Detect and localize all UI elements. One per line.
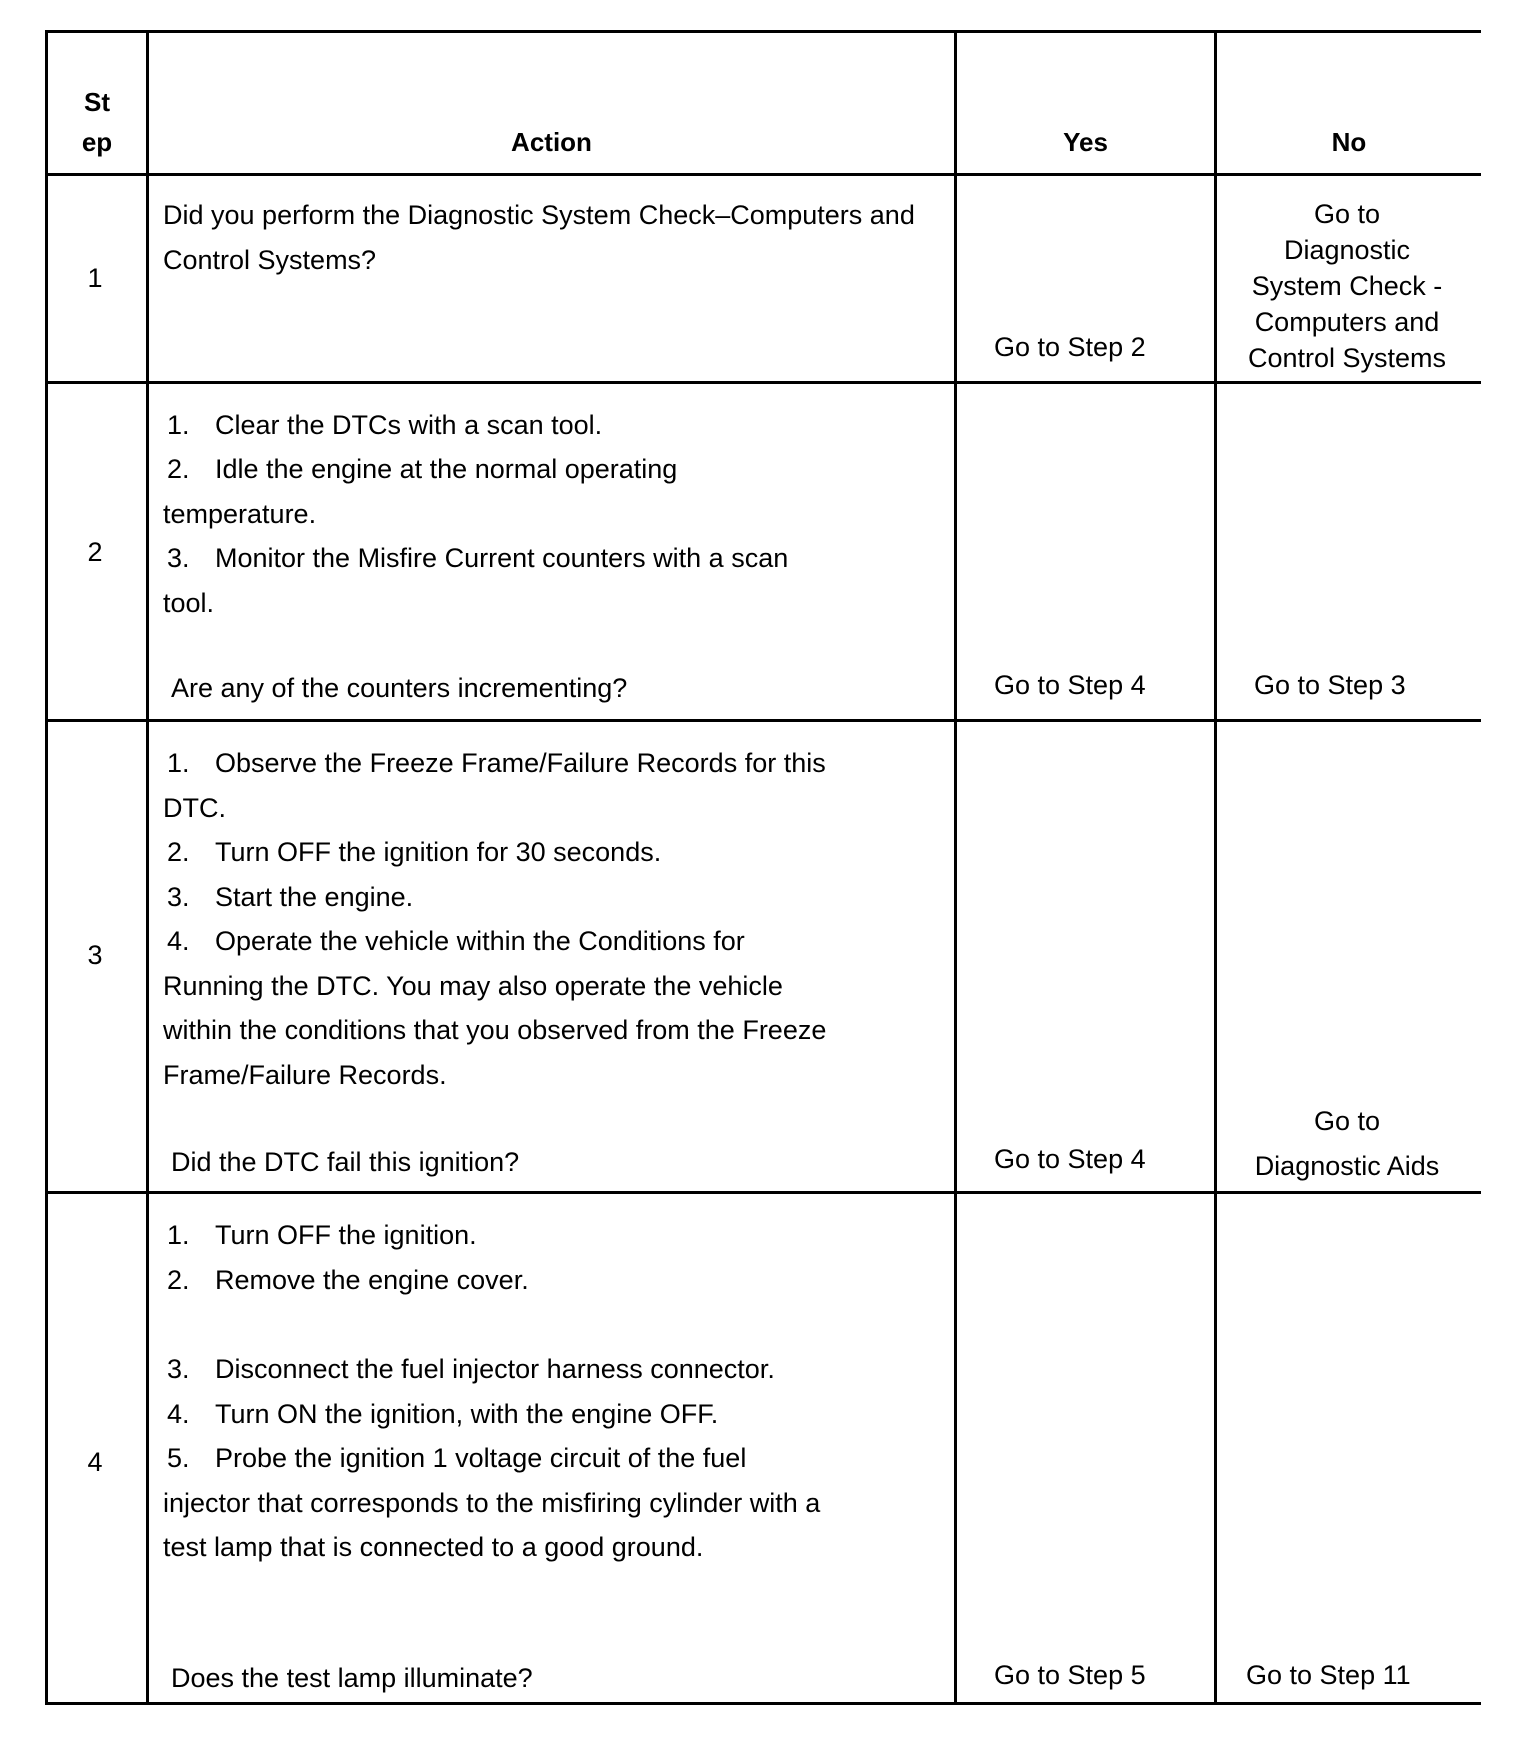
row1-step-number: 1 (87, 263, 103, 293)
column-divider-action (954, 30, 957, 1705)
diagnostic-table (45, 30, 1481, 1705)
row4-yes-link[interactable]: Go to Step 5 (994, 1660, 1146, 1690)
row4-no-link[interactable]: Go to Step 11 (1246, 1660, 1411, 1690)
row4-item-5-cont-2: test lamp that is connected to a good ground. (163, 1532, 704, 1562)
row4-item-4: 4. Turn ON the ignition, with the engine OFF. (167, 1399, 719, 1429)
row4-item-5-cont-1: injector that corresponds to the misfiring cylinder with a (163, 1488, 821, 1518)
row2-yes-link[interactable]: Go to Step 4 (994, 670, 1146, 700)
header-step (45, 82, 149, 162)
row3-item-4: 4. Operate the vehicle within the Conditions for (167, 926, 745, 956)
row2-item-1: 1. Clear the DTCs with a scan tool. (167, 410, 603, 440)
header-action: Action (511, 127, 592, 157)
row-divider-3 (45, 1191, 1481, 1194)
row2-item-2: 2. Idle the engine at the normal operating (167, 454, 678, 484)
row3-item-1: 1. Observe the Freeze Frame/Failure Records for this (167, 748, 826, 778)
row3-no-link[interactable] (1217, 1099, 1477, 1189)
row-divider-1 (45, 381, 1481, 384)
row4-step-number: 4 (87, 1447, 103, 1477)
row3-item-4-cont-3: Frame/Failure Records. (163, 1060, 447, 1090)
table-border-bottom (45, 1702, 1481, 1705)
header-step-line2: ep (81, 127, 113, 157)
row2-item-2-cont: temperature. (163, 499, 317, 529)
row1-no-line5: Control Systems (1247, 343, 1447, 373)
row4-item-3: 3. Disconnect the fuel injector harness connector. (167, 1354, 775, 1384)
row3-no-line1: Go to (1313, 1106, 1381, 1136)
row4-item-2: 2. Remove the engine cover. (167, 1265, 529, 1295)
table-border-top (45, 30, 1481, 33)
row3-item-1-cont: DTC. (163, 793, 226, 823)
row3-yes-link[interactable]: Go to Step 4 (994, 1144, 1146, 1174)
row1-no-link[interactable] (1217, 196, 1477, 376)
row4-question: Does the test lamp illuminate? (171, 1663, 533, 1693)
row1-action-line1: Did you perform the Diagnostic System Check–Computers and (163, 200, 915, 230)
row3-step-number: 3 (87, 940, 103, 970)
row1-no-line4: Computers and (1254, 307, 1440, 337)
row2-no-link[interactable]: Go to Step 3 (1254, 670, 1406, 700)
row-divider-header (45, 173, 1481, 176)
row3-item-2: 2. Turn OFF the ignition for 30 seconds. (167, 837, 662, 867)
row1-yes-link[interactable]: Go to Step 2 (994, 332, 1146, 362)
row3-item-4-cont-2: within the conditions that you observed from the Freeze (163, 1015, 827, 1045)
row1-action-line2: Control Systems? (163, 245, 377, 275)
row4-item-5: 5. Probe the ignition 1 voltage circuit of the fuel (167, 1443, 747, 1473)
row1-no-line3: System Check - (1251, 271, 1443, 301)
row2-question: Are any of the counters incrementing? (171, 673, 628, 703)
row3-question: Did the DTC fail this ignition? (171, 1147, 520, 1177)
row4-item-1: 1. Turn OFF the ignition. (167, 1220, 477, 1250)
row-divider-2 (45, 719, 1481, 722)
header-yes: Yes (1063, 127, 1108, 157)
column-divider-step (146, 30, 149, 1705)
row3-item-4-cont-1: Running the DTC. You may also operate the vehicle (163, 971, 783, 1001)
row1-no-line2: Diagnostic (1283, 235, 1411, 265)
header-no: No (1331, 127, 1367, 157)
row3-no-line2: Diagnostic Aids (1254, 1151, 1440, 1181)
row2-item-3: 3. Monitor the Misfire Current counters with a scan (167, 543, 789, 573)
header-step-line1: St (84, 87, 110, 117)
row3-item-3: 3. Start the engine. (167, 882, 414, 912)
row2-item-3-cont: tool. (163, 588, 215, 618)
row1-no-line1: Go to (1313, 199, 1381, 229)
row2-step-number: 2 (87, 537, 103, 567)
